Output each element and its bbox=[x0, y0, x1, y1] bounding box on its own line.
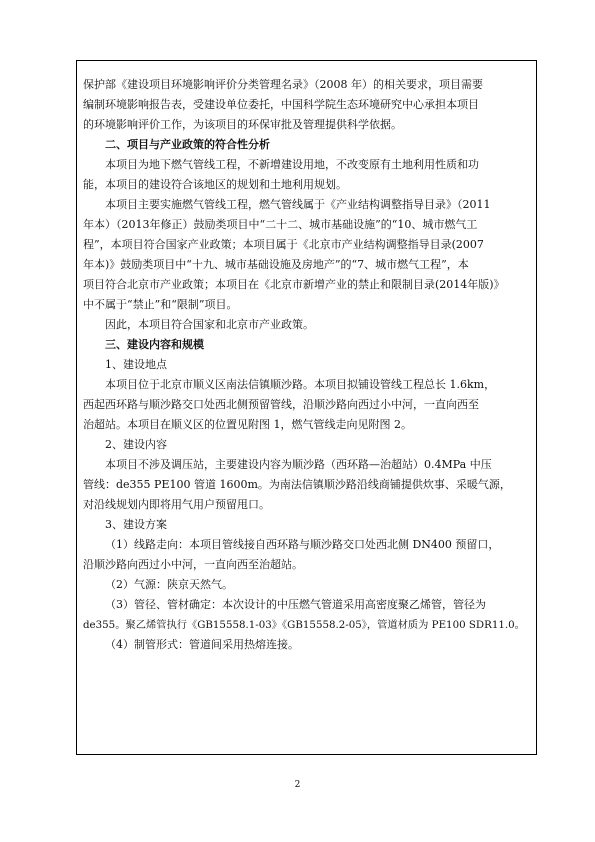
text-line: de355。聚乙烯管执行《GB15558.1-03》《GB15558.2-05》，管道材质为 PE100 SDR11.0。 bbox=[83, 619, 525, 631]
text-line: 项目符合北京市产业政策；本项目在《北京市新增产业的禁止和限制目录(2014年版)》 bbox=[83, 278, 505, 291]
text-line: 本项目为地下燃气管线工程，不新增建设用地，不改变原有土地利用性质和功 bbox=[105, 158, 479, 171]
text-line: 2、建设内容 bbox=[105, 438, 167, 451]
text-line: 的环境影响评价工作，为该项目的环保审批及管理提供科学依据。 bbox=[83, 118, 402, 131]
text-line: 本项目不涉及调压站，主要建设内容为顺沙路（西环路—治超站）0.4MPa 中压 bbox=[105, 458, 492, 471]
text-line: （1）线路走向：本项目管线接自西环路与顺沙路交口处西北侧 DN400 预留口， bbox=[105, 538, 500, 551]
text-line: （2）气源：陕京天然气。 bbox=[105, 578, 233, 591]
text-line: 编制环境影响报告表，受建设单位委托，中国科学院生态环境研究中心承担本项目 bbox=[83, 98, 479, 111]
section-heading: 二、项目与产业政策的符合性分析 bbox=[105, 138, 270, 151]
text-line: 西起西环路与顺沙路交口处西北侧预留管线，沿顺沙路向西过小中河，一直向西至 bbox=[83, 398, 479, 411]
text-line: 程”，本项目符合国家产业政策；本项目属于《北京市产业结构调整指导目录(2007 bbox=[83, 238, 484, 251]
document-body bbox=[83, 75, 530, 655]
text-line: 因此，本项目符合国家和北京市产业政策。 bbox=[105, 318, 314, 331]
document-frame bbox=[76, 60, 537, 755]
page-number: 2 bbox=[294, 780, 301, 790]
text-line: 年本)》鼓励类项目中“十九、城市基础设施及房地产”的“7、城市燃气工程”，本 bbox=[83, 258, 469, 271]
section-heading: 三、建设内容和规模 bbox=[105, 338, 204, 351]
text-line: 能，本项目的建设符合该地区的规划和土地利用规划。 bbox=[83, 178, 347, 191]
text-line: 3、建设方案 bbox=[105, 518, 167, 531]
text-line: 本项目主要实施燃气管线工程，燃气管线属于《产业结构调整指导目录》（2011 bbox=[105, 198, 491, 211]
text-line: 1、建设地点 bbox=[105, 358, 167, 371]
text-line: 保护部《建设项目环境影响评价分类管理名录》（2008 年）的相关要求，项目需要 bbox=[83, 78, 483, 91]
text-line: （3）管径、管材确定：本次设计的中压燃气管道采用高密度聚乙烯管，管径为 bbox=[105, 598, 486, 611]
text-line: 管线：de355 PE100 管道 1600m。为南法信镇顺沙路沿线商铺提供炊事、采暖气源， bbox=[83, 478, 511, 491]
text-line: 沿顺沙路向西过小中河，一直向西至治超站。 bbox=[83, 558, 303, 571]
text-line: 对沿线规划内即将用气用户预留甩口。 bbox=[83, 498, 270, 511]
text-line: 治超站。本项目在顺义区的位置见附图 1，燃气管线走向见附图 2。 bbox=[83, 418, 412, 431]
text-line: 中不属于“禁止”和“限制”项目。 bbox=[83, 298, 238, 311]
text-line: 年本）（2013年修正）鼓励类项目中“二十二、城市基础设施”的“10、城市燃气工 bbox=[83, 218, 478, 231]
text-line: 本项目位于北京市顺义区南法信镇顺沙路。本项目拟铺设管线工程总长 1.6km， bbox=[105, 378, 496, 391]
text-line: （4）制管形式：管道间采用热熔连接。 bbox=[105, 638, 299, 651]
